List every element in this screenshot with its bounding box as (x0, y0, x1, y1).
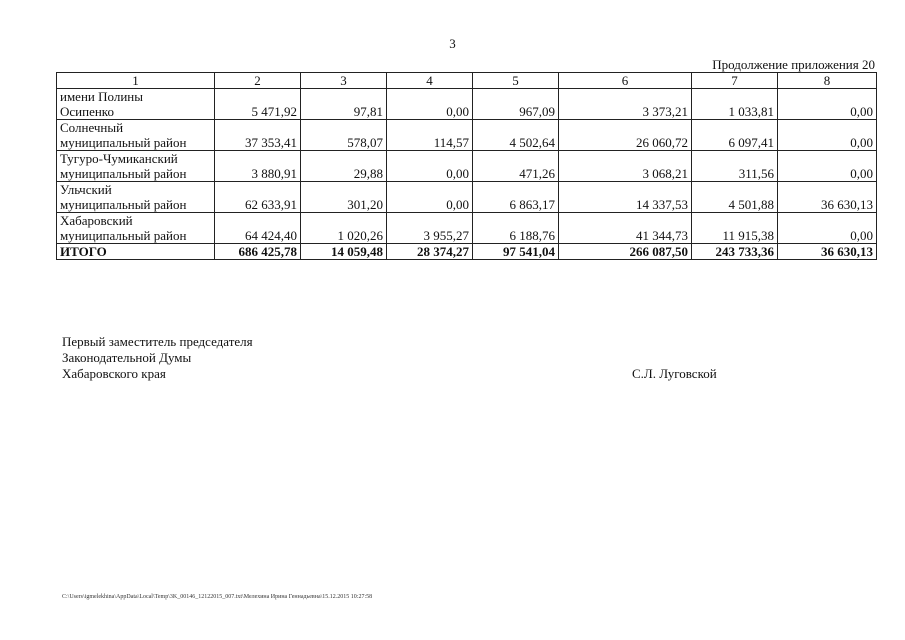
signature-title-line: Хабаровского края (62, 366, 166, 381)
value-cell: 0,00 (778, 151, 877, 182)
signer-name: С.Л. Луговской (632, 366, 717, 381)
column-header: 8 (778, 73, 877, 89)
total-value-cell: 14 059,48 (301, 244, 387, 260)
value-cell: 1 020,26 (301, 213, 387, 244)
signature-block (62, 334, 253, 382)
total-value-cell: 28 374,27 (387, 244, 473, 260)
value-cell: 967,09 (473, 89, 559, 120)
value-cell: 3 880,91 (215, 151, 301, 182)
value-cell: 14 337,53 (559, 182, 692, 213)
value-cell: 6 097,41 (692, 120, 778, 151)
district-name-line: муниципальный район (60, 135, 187, 150)
column-header: 1 (57, 73, 215, 89)
value-cell: 0,00 (778, 213, 877, 244)
district-name-line: Тугуро-Чумиканский (60, 151, 178, 166)
value-cell: 471,26 (473, 151, 559, 182)
district-name-line: Осипенко (60, 104, 114, 119)
table-row (57, 151, 877, 182)
district-name-cell (57, 213, 215, 244)
column-header: 7 (692, 73, 778, 89)
total-value-cell: 266 087,50 (559, 244, 692, 260)
district-name-line: Хабаровский (60, 213, 133, 228)
district-name-line: муниципальный район (60, 228, 187, 243)
column-header: 6 (559, 73, 692, 89)
value-cell: 578,07 (301, 120, 387, 151)
district-name-cell (57, 182, 215, 213)
column-header: 4 (387, 73, 473, 89)
total-row (57, 244, 877, 260)
value-cell: 29,88 (301, 151, 387, 182)
district-name-cell (57, 89, 215, 120)
continuation-caption: Продолжение приложения 20 (712, 57, 875, 72)
value-cell: 0,00 (387, 89, 473, 120)
total-value-cell: 243 733,36 (692, 244, 778, 260)
page-number: 3 (449, 36, 456, 51)
value-cell: 114,57 (387, 120, 473, 151)
signature-title-line: Первый заместитель председателя (62, 334, 253, 349)
value-cell: 311,56 (692, 151, 778, 182)
value-cell: 0,00 (778, 89, 877, 120)
value-cell: 301,20 (301, 182, 387, 213)
value-cell: 6 863,17 (473, 182, 559, 213)
district-name-line: имени Полины (60, 89, 143, 104)
value-cell: 36 630,13 (778, 182, 877, 213)
header-row (57, 73, 877, 89)
column-header: 3 (301, 73, 387, 89)
value-cell: 0,00 (778, 120, 877, 151)
value-cell: 0,00 (387, 182, 473, 213)
value-cell: 6 188,76 (473, 213, 559, 244)
value-cell: 64 424,40 (215, 213, 301, 244)
value-cell: 97,81 (301, 89, 387, 120)
district-name-cell (57, 151, 215, 182)
value-cell: 37 353,41 (215, 120, 301, 151)
value-cell: 4 501,88 (692, 182, 778, 213)
value-cell: 11 915,38 (692, 213, 778, 244)
total-value-cell: 36 630,13 (778, 244, 877, 260)
value-cell: 0,00 (387, 151, 473, 182)
value-cell: 1 033,81 (692, 89, 778, 120)
district-name-line: Ульчский (60, 182, 112, 197)
value-cell: 3 068,21 (559, 151, 692, 182)
total-value-cell: 686 425,78 (215, 244, 301, 260)
signature-title-line: Законодательной Думы (62, 350, 192, 365)
table-row (57, 182, 877, 213)
table-row (57, 89, 877, 120)
value-cell: 5 471,92 (215, 89, 301, 120)
value-cell: 4 502,64 (473, 120, 559, 151)
data-table (56, 72, 877, 260)
table-row (57, 213, 877, 244)
value-cell: 41 344,73 (559, 213, 692, 244)
value-cell: 3 373,21 (559, 89, 692, 120)
total-value-cell: 97 541,04 (473, 244, 559, 260)
column-header: 5 (473, 73, 559, 89)
value-cell: 26 060,72 (559, 120, 692, 151)
district-name-cell (57, 120, 215, 151)
district-name-line: муниципальный район (60, 197, 187, 212)
column-header: 2 (215, 73, 301, 89)
footer-file-path: C:\Users\igmelekhina\AppData\Local\Temp\3K_00146_12122015_007.txt\Мелехина Ирина Геннадьевна\15.12.2015 10:27:58 (62, 594, 373, 600)
value-cell: 62 633,91 (215, 182, 301, 213)
district-name-line: муниципальный район (60, 166, 187, 181)
district-name-line: Солнечный (60, 120, 124, 135)
total-label: ИТОГО (57, 244, 215, 260)
table-row (57, 120, 877, 151)
value-cell: 3 955,27 (387, 213, 473, 244)
